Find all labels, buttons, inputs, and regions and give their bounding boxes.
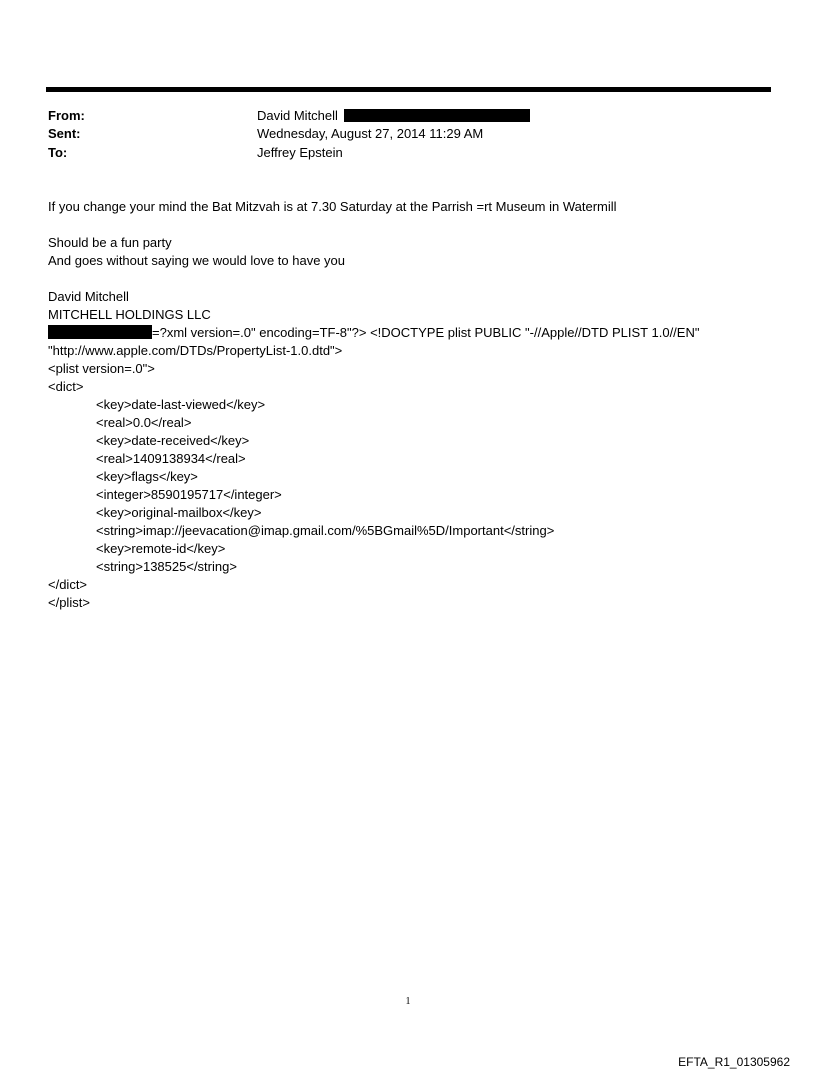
- plist-entry: <key>flags</key>: [96, 469, 198, 484]
- to-label: To:: [48, 145, 68, 160]
- dict-open: <dict>: [48, 379, 84, 394]
- plist-entry: <key>date-last-viewed</key>: [96, 397, 266, 412]
- plist-xml-line: [48, 325, 699, 340]
- page-number: 1: [405, 996, 411, 1007]
- redaction-box: [344, 109, 530, 122]
- plist-xml-text: =?xml version=.0" encoding=TF-8"?> <!DOCTYPE plist PUBLIC "-//Apple//DTD PLIST 1.0//EN": [152, 325, 700, 340]
- document-id: EFTA_R1_01305962: [678, 1055, 790, 1069]
- body-line: And goes without saying we would love to have you: [48, 253, 346, 268]
- plist-entry: <string>imap://jeevacation@imap.gmail.com/%5BGmail%5D/Important</string>: [96, 523, 555, 538]
- plist-open: <plist version=.0">: [48, 361, 155, 376]
- plist-entry: <key>remote-id</key>: [96, 541, 226, 556]
- plist-entry: <real>0.0</real>: [96, 415, 192, 430]
- signature-name: David Mitchell: [48, 289, 129, 304]
- plist-entry: <key>original-mailbox</key>: [96, 505, 262, 520]
- from-value: [257, 108, 530, 123]
- dict-close: </dict>: [48, 577, 88, 592]
- header-rule: [46, 87, 771, 92]
- from-label: From:: [48, 108, 85, 123]
- plist-dtd-line: "http://www.apple.com/DTDs/PropertyList-1.0.dtd">: [48, 343, 343, 358]
- to-value: Jeffrey Epstein: [257, 145, 343, 160]
- plist-entry: <integer>8590195717</integer>: [96, 487, 282, 502]
- signature-company: MITCHELL HOLDINGS LLC: [48, 307, 211, 322]
- redaction-box: [48, 325, 152, 339]
- from-name: David Mitchell: [257, 108, 338, 123]
- sent-label: Sent:: [48, 126, 81, 141]
- sent-value: Wednesday, August 27, 2014 11:29 AM: [257, 126, 484, 141]
- plist-entry: <string>138525</string>: [96, 559, 237, 574]
- body-line: If you change your mind the Bat Mitzvah is at 7.30 Saturday at the Parrish =rt Museum in Watermill: [48, 199, 617, 214]
- body-line: Should be a fun party: [48, 235, 172, 250]
- plist-close: </plist>: [48, 595, 90, 610]
- plist-entry: <key>date-received</key>: [96, 433, 250, 448]
- plist-entry: <real>1409138934</real>: [96, 451, 246, 466]
